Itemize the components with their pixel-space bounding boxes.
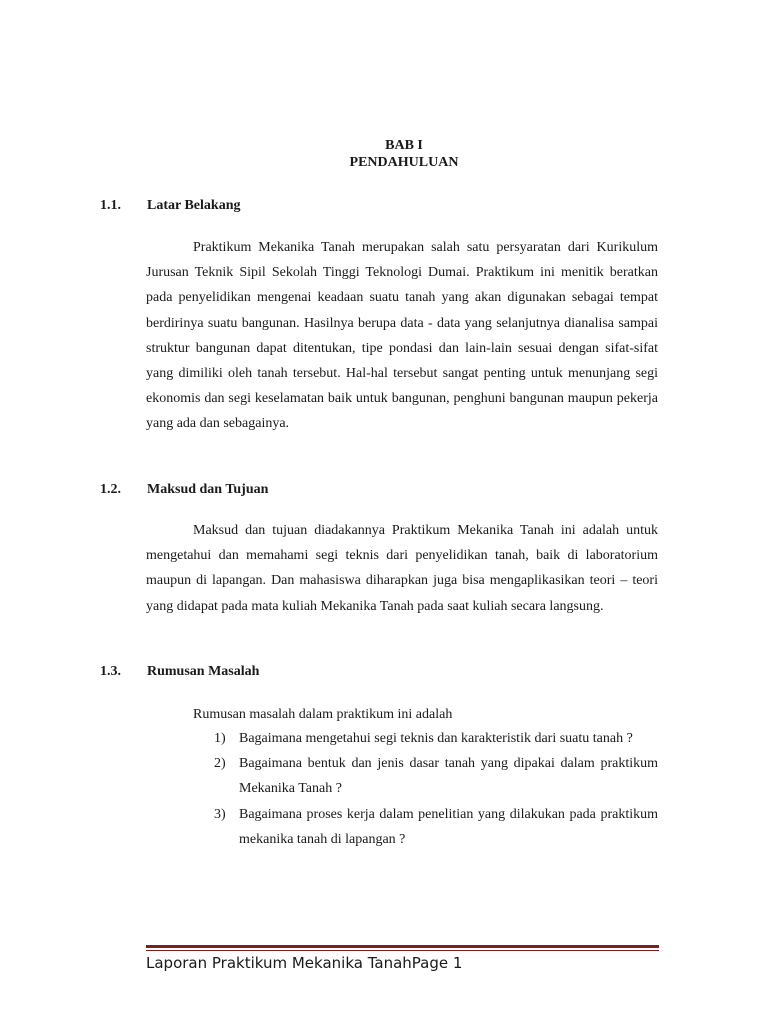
list-item xyxy=(214,726,658,751)
paragraph-latar-belakang xyxy=(146,235,658,437)
section-title: Maksud dan Tujuan xyxy=(147,482,269,497)
list-item-text: Bagaimana mengetahui segi teknis dan karakteristik dari suatu tanah ? xyxy=(239,731,633,746)
list-item-text: Bagaimana bentuk dan jenis dasar tanah yang dipakai dalam praktikum Mekanika Tanah ? xyxy=(239,756,658,797)
list-marker: 2) xyxy=(214,756,226,772)
paragraph-maksud-tujuan xyxy=(146,518,658,619)
list-item xyxy=(214,802,658,852)
section-heading-maksud-tujuan xyxy=(100,481,268,498)
list-item-text: Bagaimana proses kerja dalam penelitian yang dilakukan pada praktikum mekanika tanah di lapangan ? xyxy=(239,806,658,847)
chapter-heading xyxy=(0,137,768,171)
section-number: 1.1. xyxy=(100,198,121,213)
rumusan-intro: Rumusan masalah dalam praktikum ini adalah xyxy=(193,707,453,722)
section-heading-latar-belakang xyxy=(100,197,240,214)
section-title: Latar Belakang xyxy=(147,198,241,213)
rumusan-list xyxy=(214,726,658,852)
chapter-title: PENDAHULUAN xyxy=(349,155,459,170)
paragraph-text: Praktikum Mekanika Tanah merupakan salah satu persyaratan dari Kurikulum Jurusan Teknik Sipil Sekolah Tinggi Teknologi Dumai. Praktikum ini menitik beratkan pada penyelidikan mengenai keadaan suatu tanah yang akan digunakan sebagai tempat berdirinya suatu bangunan. Hasilnya berupa data - data yang selanjutnya dianalisa sampai struktur bangunan dapat ditentukan, tipe pondasi dan lain-lain sesuai dengan sifat-sifat yang dimiliki oleh tanah tersebut. Hal-hal tersebut sangat penting untuk menunjang segi ekonomis dan segi keselamatan baik untuk bangunan, penghuni bangunan maupun pekerja yang ada dan sebagainya. xyxy=(146,240,658,432)
chapter-label: BAB I xyxy=(385,138,423,153)
list-item xyxy=(214,751,658,801)
section-title: Rumusan Masalah xyxy=(147,664,260,679)
paragraph-text: Maksud dan tujuan diadakannya Praktikum Mekanika Tanah ini adalah untuk mengetahui dan memahami segi teknis dari penyelidikan tanah, baik di laboratorium maupun di lapangan. Dan mahasiswa diharapkan juga bisa mengaplikasikan teori – teori yang didapat pada mata kuliah Mekanika Tanah pada saat kuliah secara langsung. xyxy=(146,523,658,614)
footer-rule xyxy=(146,945,659,948)
section-number: 1.2. xyxy=(100,482,121,497)
footer-rule-thin xyxy=(146,950,659,951)
list-marker: 3) xyxy=(214,806,226,822)
list-marker: 1) xyxy=(214,731,226,746)
section-heading-rumusan-masalah xyxy=(100,663,259,680)
section-number: 1.3. xyxy=(100,664,121,679)
page-footer: Laporan Praktikum Mekanika TanahPage 1 xyxy=(146,954,463,972)
